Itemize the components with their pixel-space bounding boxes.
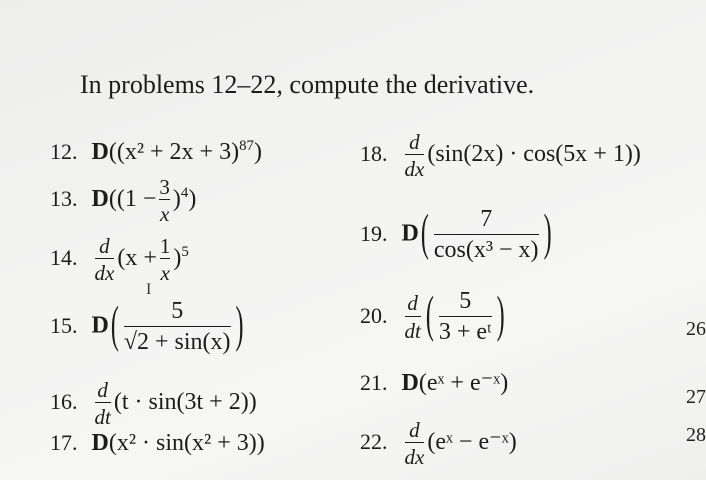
problem-number: 15. [50,312,78,338]
fraction [434,206,539,264]
text-cursor-icon: I [146,281,152,298]
problem-19 [360,206,554,264]
edge-number: 27 [686,386,706,408]
problem-number: 17. [50,430,78,455]
fraction-numerator: 5 [171,298,184,324]
problem-number: 14. [50,245,78,271]
derivative-operator [95,234,115,285]
fraction-denominator: √2 + sin(x) [124,326,231,357]
problem-13 [50,175,196,226]
fraction-denominator: x [160,258,171,285]
fraction [159,175,170,226]
problem-15 [50,298,246,356]
problem-number: 22. [360,429,388,455]
fraction-denominator: 3 + eᵗ [439,316,492,347]
problem-12 [50,138,262,166]
fraction [124,298,231,356]
fraction-numerator: 7 [480,206,493,232]
derivative-denominator: dt [405,316,421,343]
closing-paren: ) [173,245,182,272]
right-paren: ) [235,298,244,354]
fraction-denominator: x [159,199,170,226]
derivative-numerator: d [97,378,108,402]
problem-expression: (t · sin(3t + 2)) [113,389,257,416]
closing-paren: ) [172,186,181,213]
derivative-operator: D [91,312,109,339]
fraction-denominator: cos(x³ − x) [434,234,539,265]
exponent: 4 [180,185,189,202]
edge-number: 28 [686,424,706,446]
problem-21 [360,368,508,397]
derivative-denominator: dx [95,258,115,285]
derivative-operator: D [91,186,109,213]
problem-20 [360,288,507,346]
derivative-operator: D [91,430,109,456]
left-paren: ( [110,298,119,354]
derivative-operator: D [91,139,109,165]
exponent: 5 [181,244,189,261]
problem-number: 16. [50,389,78,415]
problem-number: 18. [360,141,388,167]
derivative-numerator: d [99,234,110,258]
problem-expression: (eˣ + e⁻ˣ) [418,370,509,396]
right-paren: ) [543,206,552,262]
closing-paren: ) [188,186,197,213]
problem-expression: (sin(2x) · cos(5x + 1)) [427,141,641,168]
problem-expression: (x² · sin(x² + 3)) [108,430,265,456]
problem-number: 20. [360,302,388,328]
derivative-operator [405,418,425,469]
derivative-numerator: d [409,418,420,442]
problem-number: 19. [360,220,388,246]
fraction-numerator: 3 [159,175,170,199]
edge-number: 26 [686,318,706,340]
derivative-operator: D [401,220,419,247]
derivative-denominator: dx [405,154,425,181]
problem-16 [50,378,257,429]
derivative-operator [405,291,421,342]
problem-number: 12. [50,139,78,164]
fraction-numerator: 1 [159,234,171,258]
problem-expression: (x + [117,245,157,272]
problem-number: 21. [360,370,388,395]
problem-22 [360,418,517,469]
closing-paren: ) [253,139,262,165]
derivative-operator [95,378,111,429]
derivative-operator: D [401,370,419,396]
derivative-operator [405,130,425,181]
problem-expression: ((x² + 2x + 3) [108,139,240,165]
fraction-numerator: 5 [459,288,472,314]
derivative-numerator: d [409,130,420,154]
problem-expression: (eˣ − e⁻ˣ) [427,429,517,456]
derivative-denominator: dt [95,402,111,429]
problem-14 [50,234,189,285]
derivative-denominator: dx [405,442,425,469]
right-paren: ) [496,288,505,344]
left-paren: ( [425,288,434,344]
exponent: 87 [239,138,254,154]
problem-17 [50,430,265,457]
problem-expression: ((1 − [108,186,157,213]
page-heading: In problems 12–22, compute the derivative. [80,70,535,99]
problem-18 [360,130,641,181]
derivative-numerator: d [407,291,418,316]
fraction [439,288,492,346]
left-paren: ( [420,206,429,262]
problem-number: 13. [50,186,78,212]
fraction [160,234,171,285]
